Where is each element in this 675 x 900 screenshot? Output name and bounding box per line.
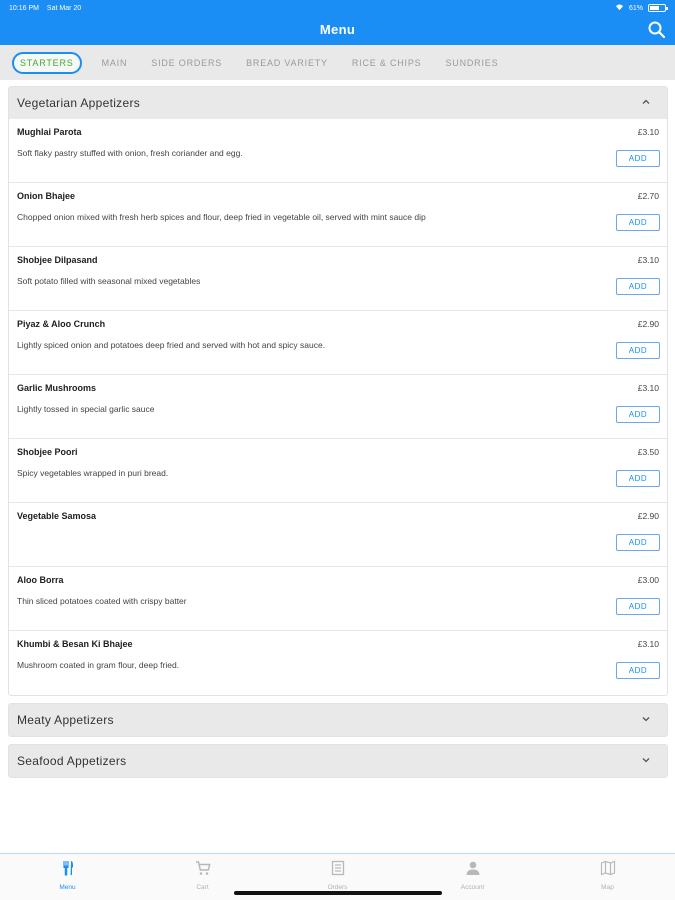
nav-label: Orders — [327, 884, 348, 891]
orders-list-icon — [330, 860, 346, 881]
wifi-icon — [615, 3, 624, 13]
tab-starters[interactable]: STARTERS — [12, 52, 82, 74]
item-price: £3.10 — [637, 383, 659, 393]
header-bar — [0, 0, 675, 45]
menu-item-row — [9, 311, 667, 375]
add-button[interactable]: ADD — [616, 534, 660, 551]
battery-percent: 61% — [628, 4, 643, 12]
menu-item-row — [9, 503, 667, 567]
item-description: Lightly spiced onion and potatoes deep fried and served with hot and spicy sauce. — [17, 340, 326, 350]
category-tabs — [0, 45, 675, 80]
status-date: Sat Mar 20 — [46, 4, 82, 12]
tab-main[interactable]: MAIN — [101, 57, 128, 68]
item-price: £2.90 — [637, 511, 659, 521]
add-button[interactable]: ADD — [616, 278, 660, 295]
add-button[interactable]: ADD — [616, 214, 660, 231]
section-title: Vegetarian Appetizers — [17, 96, 141, 110]
menu-item-row — [9, 375, 667, 439]
item-price: £3.10 — [637, 127, 659, 137]
home-indicator — [234, 891, 442, 895]
chevron-down-icon — [641, 752, 651, 770]
tab-bread-variety[interactable]: BREAD VARIETY — [246, 57, 328, 68]
item-price: £2.70 — [637, 191, 659, 201]
add-button[interactable]: ADD — [616, 470, 660, 487]
nav-menu[interactable] — [0, 854, 135, 900]
item-description: Spicy vegetables wrapped in puri bread. — [17, 468, 169, 478]
nav-label: Menu — [59, 884, 76, 891]
add-button[interactable]: ADD — [616, 598, 660, 615]
section-header-meaty[interactable] — [9, 704, 667, 736]
account-icon — [465, 860, 481, 881]
add-button[interactable]: ADD — [616, 150, 660, 167]
item-name: Mughlai Parota — [17, 127, 82, 137]
chevron-up-icon — [641, 94, 651, 112]
item-price: £3.10 — [637, 255, 659, 265]
item-name: Garlic Mushrooms — [17, 383, 97, 393]
nav-label: Account — [460, 884, 485, 891]
add-button[interactable]: ADD — [616, 342, 660, 359]
item-name: Khumbi & Besan Ki Bhajee — [17, 639, 133, 649]
item-price: £3.50 — [637, 447, 659, 457]
menu-item-row — [9, 567, 667, 631]
section-meaty-appetizers — [8, 703, 668, 737]
item-description: Thin sliced potatoes coated with crispy batter — [17, 596, 187, 606]
item-name: Shobjee Dilpasand — [17, 255, 98, 265]
section-title: Seafood Appetizers — [17, 754, 127, 768]
menu-item-row — [9, 119, 667, 183]
item-price: £3.10 — [637, 639, 659, 649]
menu-item-row — [9, 631, 667, 695]
section-title: Meaty Appetizers — [17, 713, 114, 727]
section-header-vegetarian[interactable] — [9, 87, 667, 119]
nav-label: Cart — [196, 884, 209, 891]
tab-rice-chips[interactable]: RICE & CHIPS — [351, 57, 422, 68]
section-vegetarian-appetizers — [8, 86, 668, 696]
item-description: Soft potato filled with seasonal mixed vegetables — [17, 276, 201, 286]
nav-map[interactable] — [540, 854, 675, 900]
status-bar — [9, 3, 666, 13]
menu-item-row — [9, 183, 667, 247]
search-icon[interactable] — [647, 20, 667, 40]
cart-icon — [195, 860, 211, 881]
item-description: Soft flaky pastry stuffed with onion, fresh coriander and egg. — [17, 148, 243, 158]
item-description: Lightly tossed in special garlic sauce — [17, 404, 155, 414]
tab-sundries[interactable]: SUNDRIES — [445, 57, 499, 68]
item-name: Aloo Borra — [17, 575, 64, 585]
battery-icon — [648, 4, 666, 12]
item-description: Chopped onion mixed with fresh herb spices and flour, deep fried in vegetable oil, served with mint sauce dip — [17, 212, 426, 222]
item-price: £2.90 — [637, 319, 659, 329]
add-button[interactable]: ADD — [616, 406, 660, 423]
chevron-down-icon — [641, 711, 651, 729]
item-name: Onion Bhajee — [17, 191, 76, 201]
item-name: Piyaz & Aloo Crunch — [17, 319, 106, 329]
nav-label: Map — [601, 884, 614, 891]
item-name: Shobjee Poori — [17, 447, 78, 457]
add-button[interactable]: ADD — [616, 662, 660, 679]
cutlery-icon — [60, 860, 76, 881]
menu-item-row — [9, 247, 667, 311]
page-title: Menu — [319, 22, 356, 37]
menu-content — [8, 86, 668, 778]
status-time: 10:16 PM — [9, 4, 39, 12]
map-icon — [600, 860, 616, 881]
item-name: Vegetable Samosa — [17, 511, 97, 521]
section-seafood-appetizers — [8, 744, 668, 778]
menu-item-row — [9, 439, 667, 503]
item-list — [9, 119, 667, 695]
item-description: Mushroom coated in gram flour, deep fried. — [17, 660, 180, 670]
section-header-seafood[interactable] — [9, 745, 667, 777]
item-price: £3.00 — [637, 575, 659, 585]
tab-side-orders[interactable]: SIDE ORDERS — [151, 57, 223, 68]
